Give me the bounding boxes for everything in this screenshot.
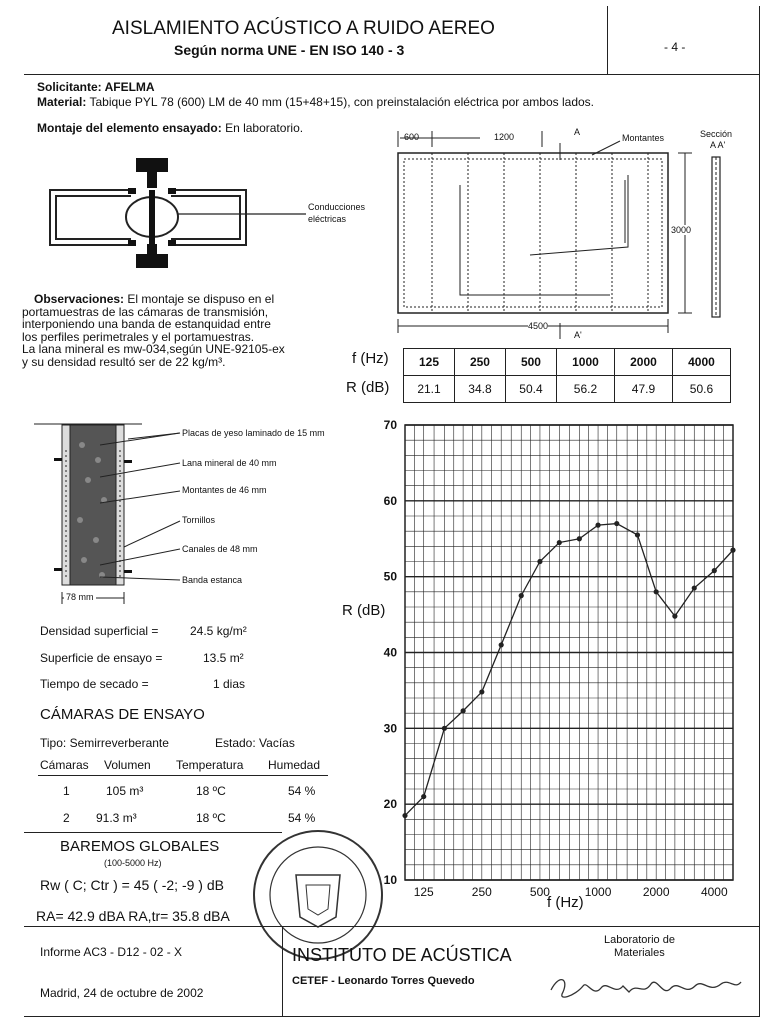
seccion-aa-label: A A' <box>710 140 726 150</box>
x-tick-label: 2000 <box>642 885 670 899</box>
camara-2-temperatura: 18 ºC <box>196 811 226 825</box>
cross-label-placas: Placas de yeso laminado de 15 mm <box>182 428 325 438</box>
camaras-title: CÁMARAS DE ENSAYO <box>40 706 205 723</box>
value-cell: 50.4 <box>505 376 556 403</box>
camara-1-humedad: 54 % <box>288 784 316 798</box>
observaciones-line-2: portamuestras de las cámaras de transmisión, <box>22 304 269 319</box>
y-tick-label: 60 <box>383 493 397 508</box>
x-tick-label: 4000 <box>700 885 728 899</box>
signature <box>545 968 745 1008</box>
montantes-label: Montantes <box>622 133 665 143</box>
camara-1-id: 1 <box>63 784 70 798</box>
cross-label-montantes: Montantes de 46 mm <box>182 485 267 495</box>
camara-2-humedad: 54 % <box>288 811 316 825</box>
section-mark-a2: A' <box>574 330 582 340</box>
observaciones-block <box>22 293 285 368</box>
montaje-line <box>37 121 303 135</box>
data-point <box>672 614 677 619</box>
freq-cell: 1000 <box>556 349 614 376</box>
electricas-label: eléctricas <box>308 214 347 224</box>
y-tick-label: 70 <box>383 418 397 432</box>
value-cell: 56.2 <box>556 376 614 403</box>
data-point <box>577 536 582 541</box>
table-row-freqs <box>404 349 731 376</box>
data-point <box>730 548 735 553</box>
cross-label-lana: Lana mineral de 40 mm <box>182 458 277 468</box>
data-point <box>461 708 466 713</box>
institute-stamp <box>248 825 388 965</box>
x-tick-label: 125 <box>413 885 434 899</box>
height-dim-label: 3000 <box>671 225 692 235</box>
header-rule <box>24 74 759 75</box>
sound-reduction-chart <box>350 410 750 915</box>
prop-superficie-value: 13.5 m² <box>203 651 244 665</box>
data-point <box>402 813 407 818</box>
prop-tiempo-label: Tiempo de secado = <box>40 677 149 691</box>
data-point <box>557 540 562 545</box>
report-title: AISLAMIENTO ACÚSTICO A RUIDO AEREO <box>112 18 495 39</box>
lab-line-2: Materiales <box>614 947 665 959</box>
chart-xlabel: f (Hz) <box>547 894 584 911</box>
width-dim-label: 4500 <box>528 321 549 331</box>
camaras-header-temperatura: Temperatura <box>176 758 244 772</box>
cross-label-tornillos: Tornillos <box>182 515 216 525</box>
data-point <box>614 521 619 526</box>
freq-cell: 250 <box>454 349 505 376</box>
cross-label-banda: Banda estanca <box>182 575 243 585</box>
data-point <box>635 532 640 537</box>
table-r-label: R (dB) <box>346 379 390 396</box>
value-cell: 21.1 <box>404 376 455 403</box>
freq-cell: 2000 <box>614 349 672 376</box>
baremos-title: BAREMOS GLOBALES <box>60 838 220 855</box>
cross-width-label: 78 mm <box>66 592 94 602</box>
x-tick-label: 250 <box>471 885 492 899</box>
y-tick-label: 10 <box>383 873 397 887</box>
observaciones-line-5: La lana mineral es mw-034,según UNE-92105-ex <box>22 342 285 356</box>
prop-densidad-label: Densidad superficial = <box>40 624 159 638</box>
camaras-estado: Estado: Vacías <box>215 736 295 750</box>
chart-grid <box>405 425 733 880</box>
freq-cell: 500 <box>505 349 556 376</box>
footer-divider <box>282 926 283 1016</box>
camara-1-temperatura: 18 ºC <box>196 784 226 798</box>
value-cell: 47.9 <box>614 376 672 403</box>
value-cell: 50.6 <box>672 376 730 403</box>
report-subtitle: Según norma UNE - EN ISO 140 - 3 <box>174 42 405 58</box>
table-f-label: f (Hz) <box>352 350 389 367</box>
material-label: Material: <box>37 95 87 109</box>
x-tick-label: 1000 <box>584 885 612 899</box>
data-point <box>712 568 717 573</box>
results-table <box>403 348 731 403</box>
data-point <box>479 689 484 694</box>
montaje-value: En laboratorio. <box>225 121 304 135</box>
observaciones-line-3: interponiendo una banda de estanquidad entre <box>22 317 271 331</box>
y-tick-label: 20 <box>383 797 397 812</box>
seccion-label: Sección <box>700 129 733 139</box>
solicitante-line <box>37 80 155 94</box>
observaciones-label: Observaciones: <box>34 292 125 306</box>
camara-2-volumen: 91.3 m³ <box>96 811 137 825</box>
baremos-rw: Rw ( C; Ctr ) = 45 ( -2; -9 ) dB <box>40 877 224 893</box>
cross-label-canales: Canales de 48 mm <box>182 544 258 554</box>
camara-2-id: 2 <box>63 811 70 825</box>
solicitante-label: Solicitante: <box>37 80 102 94</box>
y-tick-label: 30 <box>383 721 397 736</box>
value-cell: 34.8 <box>454 376 505 403</box>
chart-ylabel: R (dB) <box>342 602 386 619</box>
informe-ref: Informe AC3 - D12 - 02 - X <box>40 945 183 959</box>
baremos-range: (100-5000 Hz) <box>104 858 162 868</box>
header-divider <box>607 6 608 74</box>
material-value: Tabique PYL 78 (600) LM de 40 mm (15+48+15), con preinstalación eléctrica por ambos lados. <box>89 95 594 109</box>
dim-1200-label: 1200 <box>494 132 515 142</box>
lab-line-1: Laboratorio de <box>604 934 675 946</box>
data-point <box>537 559 542 564</box>
camaras-header-volumen: Volumen <box>104 758 151 772</box>
baremos-top-rule <box>24 832 282 833</box>
observaciones-text-1: El montaje se dispuso en el <box>127 292 275 306</box>
data-point <box>595 523 600 528</box>
observaciones-line-4: los perfiles perimetrales y el portamuestras. <box>22 329 255 344</box>
solicitante-value: AFELMA <box>104 80 155 94</box>
material-line <box>37 95 594 109</box>
prop-superficie-label: Superficie de ensayo = <box>40 651 163 665</box>
data-point <box>421 794 426 799</box>
chart-tick-labels <box>384 418 728 899</box>
y-tick-label: 50 <box>383 569 397 584</box>
report-date: Madrid, 24 de octubre de 2002 <box>40 986 204 1000</box>
observaciones-line-6: y su densidad resultó ser de 22 kg/m³. <box>22 354 226 369</box>
page-number: - 4 - <box>664 40 686 54</box>
section-mark-a: A <box>574 127 581 137</box>
footer-top-rule <box>24 926 759 927</box>
series-line <box>405 524 733 816</box>
x-tick-label: 500 <box>529 885 550 899</box>
data-point <box>442 726 447 731</box>
y-tick-label: 40 <box>383 645 397 660</box>
camara-1-volumen: 105 m³ <box>106 784 144 798</box>
cetef-name: CETEF - Leonardo Torres Quevedo <box>292 975 475 987</box>
cross-section-leaders <box>100 425 185 590</box>
prop-tiempo-value: 1 dias <box>213 677 246 691</box>
baremos-ra: RA= 42.9 dBA RA,tr= 35.8 dBA <box>36 908 230 924</box>
data-point <box>692 585 697 590</box>
freq-cell: 125 <box>404 349 455 376</box>
wall-elevation-drawing <box>380 125 745 345</box>
camaras-tipo: Tipo: Semirreverberante <box>40 736 169 750</box>
freq-cell: 4000 <box>672 349 730 376</box>
data-point <box>654 589 659 594</box>
data-point <box>499 642 504 647</box>
prop-densidad-value: 24.5 kg/m² <box>190 624 247 638</box>
montaje-label: Montaje del elemento ensayado: <box>37 121 222 135</box>
camaras-header-rule <box>38 775 328 776</box>
dim-600-label: 600 <box>404 132 420 142</box>
table-row-values <box>404 376 731 403</box>
camaras-header-humedad: Humedad <box>268 758 321 772</box>
data-point <box>519 593 524 598</box>
conducciones-label: Conducciones <box>308 202 366 212</box>
instituto-name: INSTITUTO DE ACÚSTICA <box>292 945 512 965</box>
camaras-header-camaras: Cámaras <box>40 758 89 772</box>
observaciones-line-1 <box>22 293 285 306</box>
